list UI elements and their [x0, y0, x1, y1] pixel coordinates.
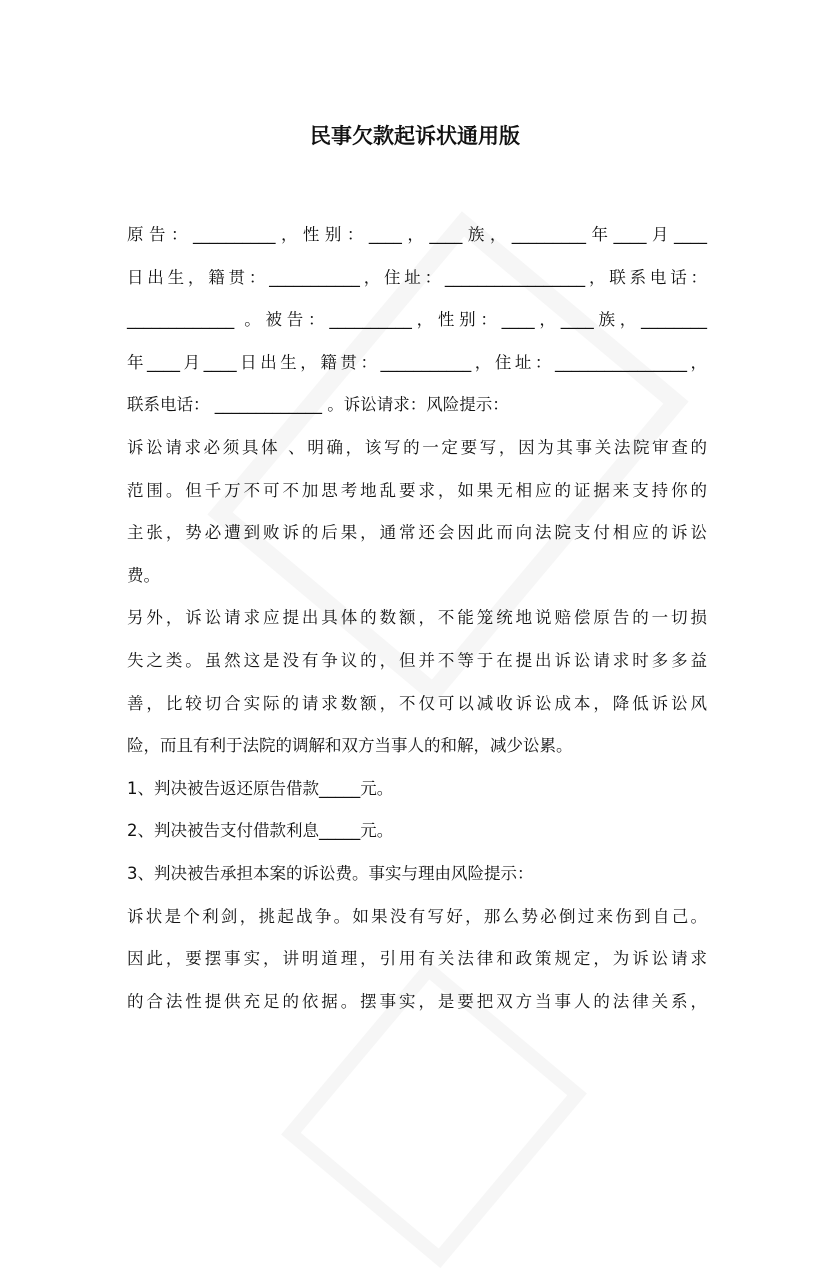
- text-line: 主张，势必遭到败诉的后果，通常还会因此而向法院支付相应的诉讼: [127, 523, 707, 543]
- text-line: 善，比较切合实际的请求数额，不仅可以减收诉讼成本，降低诉讼风: [127, 693, 707, 713]
- text-line: 1、判决被告返还原告借款_____元。: [127, 778, 394, 798]
- text-line: 诉状是个利剑，挑起战争。如果没有写好，那么势必倒过来伤到自己。: [127, 906, 707, 926]
- document-body: [127, 220, 707, 1029]
- text-line: 费。: [127, 565, 160, 585]
- text-line: 诉讼请求必须具体 、明确，该写的一定要写，因为其事关法院审查的: [127, 437, 707, 457]
- text-line: 2、判决被告支付借款利息_____元。: [127, 821, 394, 841]
- document-title: 民事欠款起诉状通用版: [310, 124, 520, 148]
- text-line: 范围。但千万不可不加思考地乱要求，如果无相应的证据来支持你的: [127, 480, 707, 500]
- text-line: 失之类。虽然这是没有争议的，但并不等于在提出诉讼请求时多多益: [127, 650, 707, 670]
- text-line: _____________ 。被告：__________，性别：____，____族，________: [127, 310, 707, 330]
- text-line: 年____月____日出生，籍贯：___________，住址：________________，: [127, 352, 707, 372]
- text-line: 另外，诉讼请求应提出具体的数额，不能笼统地说赔偿原告的一切损: [127, 608, 707, 628]
- text-line: 日出生，籍贯：___________，住址：_________________，联系电话：: [127, 267, 707, 287]
- text-line: 3、判决被告承担本案的诉讼费。事实与理由风险提示：: [127, 863, 534, 883]
- text-line: 联系电话： _____________ 。诉讼请求：风险提示：: [127, 395, 509, 415]
- text-line: 的合法性提供充足的依据。摆事实，是要把双方当事人的法律关系，: [127, 991, 707, 1011]
- text-line: 险，而且有利于法院的调解和双方当事人的和解，减少讼累。: [127, 736, 573, 756]
- text-line: 因此，要摆事实，讲明道理，引用有关法律和政策规定，为诉讼请求: [127, 949, 707, 969]
- text-line: 原告：__________，性别：____，____族，_________年____月____: [127, 225, 707, 244]
